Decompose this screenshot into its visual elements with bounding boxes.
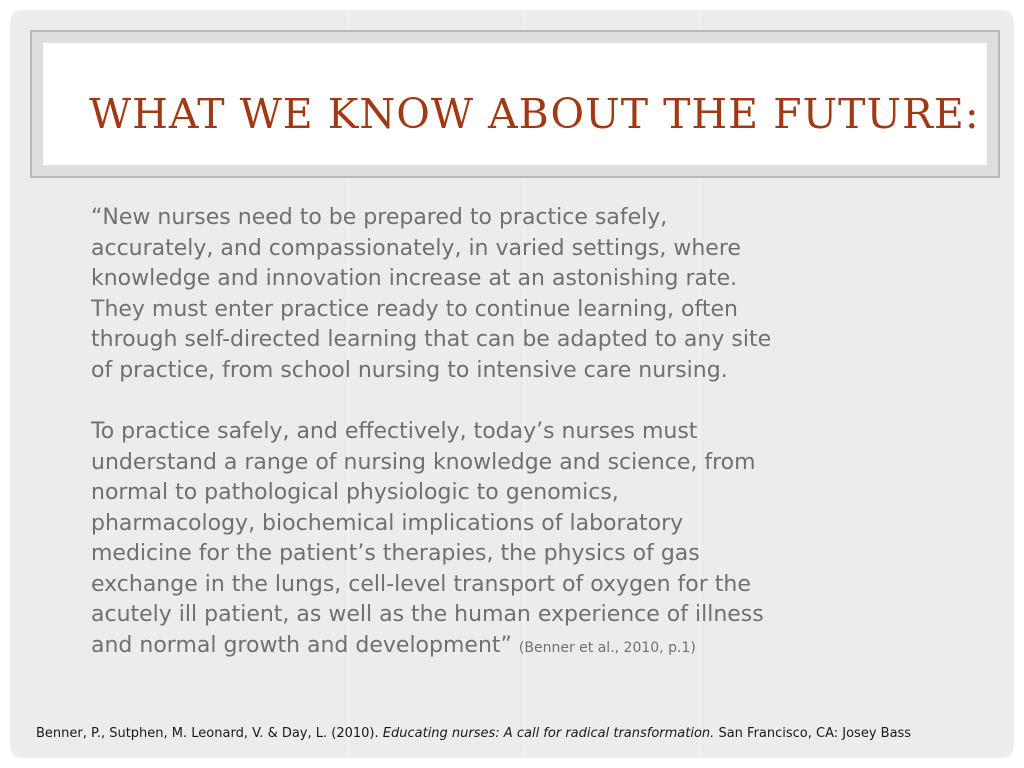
reference-authors: Benner, P., Sutphen, M. Leonard, V. & Day, L. (2010).	[36, 726, 383, 741]
text-line: To practice safely, and effectively, today’s nurses must	[91, 419, 698, 444]
text-line: understand a range of nursing knowledge and science, from	[91, 449, 756, 475]
title-box	[43, 43, 987, 165]
quote-paragraph-2	[91, 417, 961, 663]
slide-body	[91, 203, 961, 694]
reference-footnote	[36, 726, 911, 741]
text-line: “New nurses need to be prepared to practice safely,	[91, 205, 668, 230]
text-line: medicine for the patient’s therapies, the physics of gas	[91, 541, 700, 566]
text-line: exchange in the lungs, cell-level transport of oxygen for the	[91, 571, 751, 597]
text-line: and normal growth and development”	[91, 632, 512, 658]
title-frame	[30, 30, 1000, 178]
slide	[10, 10, 1014, 758]
quote-paragraph-1	[91, 203, 961, 386]
text-line: through self-directed learning that can be adapted to any site	[91, 327, 772, 352]
text-line: They must enter practice ready to continue learning, often	[91, 296, 738, 322]
text-line: normal to pathological physiologic to genomics,	[91, 480, 619, 505]
reference-book-title: Educating nurses: A call for radical transformation.	[382, 726, 715, 741]
citation: (Benner et al., 2010, p.1)	[518, 639, 696, 656]
text-line: accurately, and compassionately, in varied settings, where	[91, 235, 741, 261]
text-line: of practice, from school nursing to intensive care nursing.	[91, 357, 728, 383]
text-line: knowledge and innovation increase at an astonishing rate.	[91, 266, 738, 291]
reference-publisher: San Francisco, CA: Josey Bass	[714, 726, 912, 741]
text-line-last	[91, 631, 961, 664]
text-line: acutely ill patient, as well as the human experience of illness	[91, 602, 764, 627]
text-line: pharmacology, biochemical implications of laboratory	[91, 510, 684, 536]
slide-title: WHAT WE KNOW ABOUT THE FUTURE:	[89, 90, 980, 138]
